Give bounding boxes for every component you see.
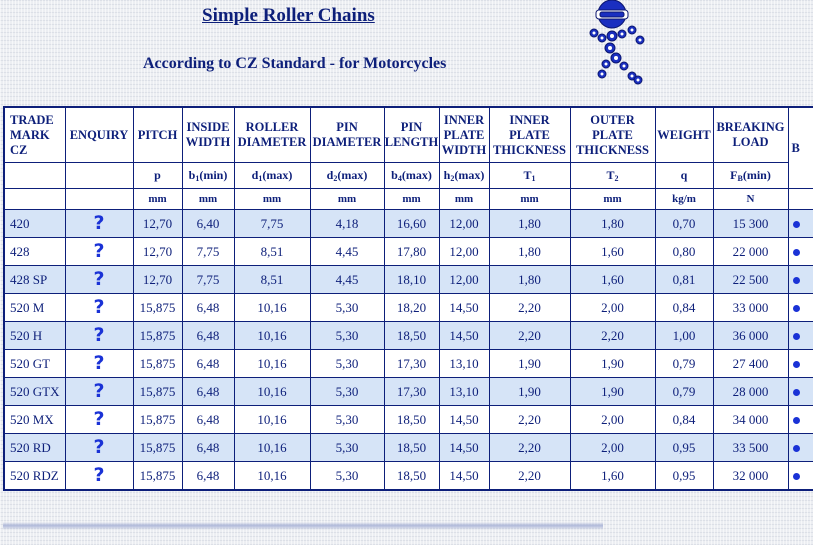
cell-outer-t: 1,80 xyxy=(570,210,655,238)
table-row xyxy=(4,434,813,462)
header-weight: WEIGHT xyxy=(655,107,713,163)
cell-inner-w: 14,50 xyxy=(439,322,489,350)
unit-inner-plate-thickness: mm xyxy=(489,189,570,210)
bullet-dot-icon[interactable] xyxy=(793,277,800,284)
cell-roller: 10,16 xyxy=(234,322,310,350)
cell-pin-l: 18,50 xyxy=(384,322,439,350)
cell-pin-d: 4,18 xyxy=(310,210,384,238)
symbol-text: d xyxy=(251,168,259,182)
question-mark-icon[interactable]: ? xyxy=(93,240,105,262)
unit-weight: kg/m xyxy=(655,189,713,210)
cell-pin-d: 4,45 xyxy=(310,266,384,294)
cell-enquiry xyxy=(65,266,133,294)
chains-table-container xyxy=(3,106,813,505)
cell-trade-mark: 520 RD xyxy=(4,434,65,462)
header-row xyxy=(4,107,813,163)
header-inner-plate-width: INNER PLATE WIDTH xyxy=(439,107,489,163)
cell-enquiry xyxy=(65,350,133,378)
cell-inside-width: 7,75 xyxy=(182,238,234,266)
cell-pin-d: 5,30 xyxy=(310,462,384,491)
cell-enquiry xyxy=(65,210,133,238)
unit-inner-plate-width: mm xyxy=(439,189,489,210)
cell-inner-t: 2,20 xyxy=(489,406,570,434)
bullet-dot-icon[interactable] xyxy=(793,445,800,452)
symbol-sub: 1 xyxy=(258,174,263,183)
cell-pin-d: 5,30 xyxy=(310,322,384,350)
cell-breaking: 33 000 xyxy=(713,294,788,322)
symbol-text: F xyxy=(730,168,738,182)
header-pitch: PITCH xyxy=(133,107,182,163)
cell-inside-width: 6,48 xyxy=(182,378,234,406)
symbol-sub: 2 xyxy=(333,174,338,183)
cell-weight: 0,79 xyxy=(655,350,713,378)
unit-outer-plate-thickness: mm xyxy=(570,189,655,210)
unit-pin-diameter: mm xyxy=(310,189,384,210)
question-mark-icon[interactable]: ? xyxy=(93,324,105,346)
cell-cut-off xyxy=(788,462,813,491)
symbol-breaking-load xyxy=(713,163,788,189)
cell-inner-t: 2,20 xyxy=(489,294,570,322)
cell-enquiry xyxy=(65,434,133,462)
cell-inner-w: 14,50 xyxy=(439,462,489,491)
cell-breaking: 34 000 xyxy=(713,406,788,434)
table-row xyxy=(4,266,813,294)
symbol-sub: 1 xyxy=(531,174,536,183)
bullet-dot-icon[interactable] xyxy=(793,305,800,312)
chain-robot-mascot-icon xyxy=(582,0,648,88)
cell-cut-off xyxy=(788,294,813,322)
page-subtitle: According to CZ Standard - for Motorcycles xyxy=(143,55,447,72)
cell-breaking: 33 500 xyxy=(713,434,788,462)
cell-outer-t: 1,90 xyxy=(570,350,655,378)
symbol-sub: 2 xyxy=(614,174,619,183)
cell-inner-t: 2,20 xyxy=(489,434,570,462)
symbol-text: (max) xyxy=(262,168,293,182)
cell-inside-width: 6,48 xyxy=(182,294,234,322)
cell-weight: 0,95 xyxy=(655,434,713,462)
header-cut-off-text: B xyxy=(791,140,800,155)
cell-inner-t: 1,90 xyxy=(489,350,570,378)
cell-enquiry xyxy=(65,294,133,322)
cell-cut-off xyxy=(788,350,813,378)
header-pin-diameter: PIN DIAMETER xyxy=(310,107,384,163)
unit-roller-diameter: mm xyxy=(234,189,310,210)
cell-roller: 10,16 xyxy=(234,294,310,322)
bullet-dot-icon[interactable] xyxy=(793,361,800,368)
unit-enquiry xyxy=(65,189,133,210)
symbol-pitch: p xyxy=(133,163,182,189)
cell-pin-l: 18,50 xyxy=(384,434,439,462)
cell-outer-t: 2,00 xyxy=(570,434,655,462)
chains-table xyxy=(3,106,813,491)
cell-trade-mark: 520 H xyxy=(4,322,65,350)
cell-inside-width: 6,48 xyxy=(182,350,234,378)
cell-trade-mark: 520 RDZ xyxy=(4,462,65,491)
cell-pin-d: 4,45 xyxy=(310,238,384,266)
cell-inner-w: 14,50 xyxy=(439,294,489,322)
cell-roller: 7,75 xyxy=(234,210,310,238)
header-trade-mark: TRADE MARK CZ xyxy=(4,107,65,163)
symbol-pin-length xyxy=(384,163,439,189)
cell-inner-t: 1,90 xyxy=(489,378,570,406)
cell-inside-width: 6,48 xyxy=(182,434,234,462)
cell-roller: 10,16 xyxy=(234,350,310,378)
cell-outer-t: 1,60 xyxy=(570,462,655,491)
unit-cut-off xyxy=(788,189,813,210)
cell-outer-t: 2,00 xyxy=(570,294,655,322)
bullet-dot-icon[interactable] xyxy=(793,417,800,424)
symbol-roller-diameter xyxy=(234,163,310,189)
cell-roller: 10,16 xyxy=(234,462,310,491)
question-mark-icon[interactable]: ? xyxy=(93,380,105,402)
cell-inner-w: 14,50 xyxy=(439,434,489,462)
cell-inner-w: 12,00 xyxy=(439,210,489,238)
symbol-sub: 1 xyxy=(195,174,200,183)
symbol-pin-diameter xyxy=(310,163,384,189)
symbol-text: (max) xyxy=(454,168,485,182)
bullet-dot-icon[interactable] xyxy=(793,473,800,480)
cell-trade-mark: 428 SP xyxy=(4,266,65,294)
question-mark-icon[interactable]: ? xyxy=(93,436,105,458)
cell-pitch: 15,875 xyxy=(133,294,182,322)
cell-trade-mark: 420 xyxy=(4,210,65,238)
header-inner-plate-thickness: INNER PLATE THICKNESS xyxy=(489,107,570,163)
symbol-sub: B xyxy=(737,174,743,183)
cell-enquiry xyxy=(65,378,133,406)
symbol-trade-mark xyxy=(4,163,65,189)
cell-pitch: 15,875 xyxy=(133,322,182,350)
cell-inner-t: 1,80 xyxy=(489,210,570,238)
question-mark-icon[interactable]: ? xyxy=(93,296,105,318)
cell-weight: 0,95 xyxy=(655,462,713,491)
symbol-text: (max) xyxy=(337,168,368,182)
cell-roller: 10,16 xyxy=(234,434,310,462)
cell-pin-l: 17,30 xyxy=(384,378,439,406)
symbol-inside-width xyxy=(182,163,234,189)
symbol-outer-plate-thickness xyxy=(570,163,655,189)
header-breaking-load: BREAKING LOAD xyxy=(713,107,788,163)
cell-outer-t: 1,90 xyxy=(570,378,655,406)
cell-pitch: 15,875 xyxy=(133,462,182,491)
cell-roller: 10,16 xyxy=(234,378,310,406)
cell-pitch: 15,875 xyxy=(133,406,182,434)
bottom-divider xyxy=(3,522,603,530)
cell-inside-width: 7,75 xyxy=(182,266,234,294)
cell-pin-d: 5,30 xyxy=(310,406,384,434)
cell-pitch: 15,875 xyxy=(133,350,182,378)
table-row xyxy=(4,294,813,322)
table-row xyxy=(4,210,813,238)
unit-pin-length: mm xyxy=(384,189,439,210)
cell-pin-l: 18,20 xyxy=(384,294,439,322)
cell-outer-t: 2,20 xyxy=(570,322,655,350)
cell-pin-l: 18,10 xyxy=(384,266,439,294)
cell-pin-l: 16,60 xyxy=(384,210,439,238)
cell-roller: 8,51 xyxy=(234,238,310,266)
cell-inner-t: 2,20 xyxy=(489,462,570,491)
symbol-row xyxy=(4,163,813,189)
cell-enquiry xyxy=(65,238,133,266)
cell-pitch: 12,70 xyxy=(133,266,182,294)
question-mark-icon[interactable]: ? xyxy=(93,464,105,486)
table-row xyxy=(4,406,813,434)
cell-breaking: 32 000 xyxy=(713,462,788,491)
unit-pitch: mm xyxy=(133,189,182,210)
question-mark-icon[interactable]: ? xyxy=(93,408,105,430)
unit-row xyxy=(4,189,813,210)
header-enquiry: ENQUIRY xyxy=(65,107,133,163)
bullet-dot-icon[interactable] xyxy=(793,221,800,228)
cell-breaking: 28 000 xyxy=(713,378,788,406)
cell-cut-off xyxy=(788,406,813,434)
cell-pitch: 15,875 xyxy=(133,378,182,406)
cell-pin-d: 5,30 xyxy=(310,294,384,322)
header-cut-off xyxy=(788,107,813,189)
cell-breaking: 15 300 xyxy=(713,210,788,238)
bullet-dot-icon[interactable] xyxy=(793,333,800,340)
cell-outer-t: 1,60 xyxy=(570,266,655,294)
cell-pitch: 12,70 xyxy=(133,238,182,266)
symbol-inner-plate-thickness xyxy=(489,163,570,189)
cell-enquiry xyxy=(65,322,133,350)
cell-pitch: 15,875 xyxy=(133,434,182,462)
cell-pitch: 12,70 xyxy=(133,210,182,238)
cell-inner-w: 12,00 xyxy=(439,266,489,294)
unit-trade-mark xyxy=(4,189,65,210)
bullet-dot-icon[interactable] xyxy=(793,389,800,396)
symbol-sub: 4 xyxy=(397,174,402,183)
cell-pin-d: 5,30 xyxy=(310,434,384,462)
cell-trade-mark: 520 GTX xyxy=(4,378,65,406)
cell-inner-t: 2,20 xyxy=(489,322,570,350)
cell-breaking: 22 000 xyxy=(713,238,788,266)
bullet-dot-icon[interactable] xyxy=(793,249,800,256)
cell-trade-mark: 520 GT xyxy=(4,350,65,378)
cell-outer-t: 2,00 xyxy=(570,406,655,434)
header-inside-width: INSIDE WIDTH xyxy=(182,107,234,163)
cell-trade-mark: 428 xyxy=(4,238,65,266)
cell-cut-off xyxy=(788,238,813,266)
cell-pin-l: 18,50 xyxy=(384,406,439,434)
page-title: Simple Roller Chains xyxy=(202,5,375,26)
cell-cut-off xyxy=(788,210,813,238)
cell-inner-w: 13,10 xyxy=(439,350,489,378)
cell-breaking: 22 500 xyxy=(713,266,788,294)
cell-inner-w: 12,00 xyxy=(439,238,489,266)
cell-inside-width: 6,48 xyxy=(182,406,234,434)
cell-pin-d: 5,30 xyxy=(310,350,384,378)
cell-pin-l: 18,50 xyxy=(384,462,439,491)
cell-enquiry xyxy=(65,406,133,434)
table-row xyxy=(4,378,813,406)
symbol-text: d xyxy=(326,168,334,182)
cell-inside-width: 6,48 xyxy=(182,462,234,491)
cell-outer-t: 1,60 xyxy=(570,238,655,266)
cell-inner-t: 1,80 xyxy=(489,266,570,294)
cell-pin-l: 17,30 xyxy=(384,350,439,378)
header-pin-length: PIN LENGTH xyxy=(384,107,439,163)
cell-cut-off xyxy=(788,266,813,294)
table-row xyxy=(4,238,813,266)
symbol-text: T xyxy=(523,168,532,182)
unit-inside-width: mm xyxy=(182,189,234,210)
cell-weight: 1,00 xyxy=(655,322,713,350)
cell-cut-off xyxy=(788,378,813,406)
cell-roller: 8,51 xyxy=(234,266,310,294)
cell-weight: 0,84 xyxy=(655,406,713,434)
cell-breaking: 36 000 xyxy=(713,322,788,350)
symbol-sub: 2 xyxy=(450,174,455,183)
cell-enquiry xyxy=(65,462,133,491)
cell-weight: 0,80 xyxy=(655,238,713,266)
header-outer-plate-thickness: OUTER PLATE THICKNESS xyxy=(570,107,655,163)
symbol-text: (min) xyxy=(742,168,771,182)
table-row xyxy=(4,322,813,350)
symbol-text: b xyxy=(188,168,196,182)
header-roller-diameter: ROLLER DIAMETER xyxy=(234,107,310,163)
cell-cut-off xyxy=(788,322,813,350)
cell-cut-off xyxy=(788,434,813,462)
cell-weight: 0,79 xyxy=(655,378,713,406)
cell-pin-d: 5,30 xyxy=(310,378,384,406)
symbol-text: (min) xyxy=(199,168,228,182)
symbol-text: T xyxy=(606,168,615,182)
cell-inside-width: 6,48 xyxy=(182,322,234,350)
cell-weight: 0,70 xyxy=(655,210,713,238)
symbol-weight: q xyxy=(655,163,713,189)
symbol-inner-plate-width xyxy=(439,163,489,189)
cell-inner-w: 14,50 xyxy=(439,406,489,434)
question-mark-icon[interactable]: ? xyxy=(93,268,105,290)
table-row xyxy=(4,350,813,378)
unit-breaking-load: N xyxy=(713,189,788,210)
cell-weight: 0,81 xyxy=(655,266,713,294)
cell-breaking: 27 400 xyxy=(713,350,788,378)
cell-inner-t: 1,80 xyxy=(489,238,570,266)
cell-inner-w: 13,10 xyxy=(439,378,489,406)
symbol-enquiry xyxy=(65,163,133,189)
cell-weight: 0,84 xyxy=(655,294,713,322)
symbol-text: (max) xyxy=(401,168,432,182)
question-mark-icon[interactable]: ? xyxy=(93,212,105,234)
symbol-text: h xyxy=(443,168,451,182)
cell-roller: 10,16 xyxy=(234,406,310,434)
question-mark-icon[interactable]: ? xyxy=(93,352,105,374)
cell-pin-l: 17,80 xyxy=(384,238,439,266)
table-row xyxy=(4,462,813,491)
cell-trade-mark: 520 M xyxy=(4,294,65,322)
symbol-text: b xyxy=(391,168,398,182)
cell-inside-width: 6,40 xyxy=(182,210,234,238)
cell-trade-mark: 520 MX xyxy=(4,406,65,434)
